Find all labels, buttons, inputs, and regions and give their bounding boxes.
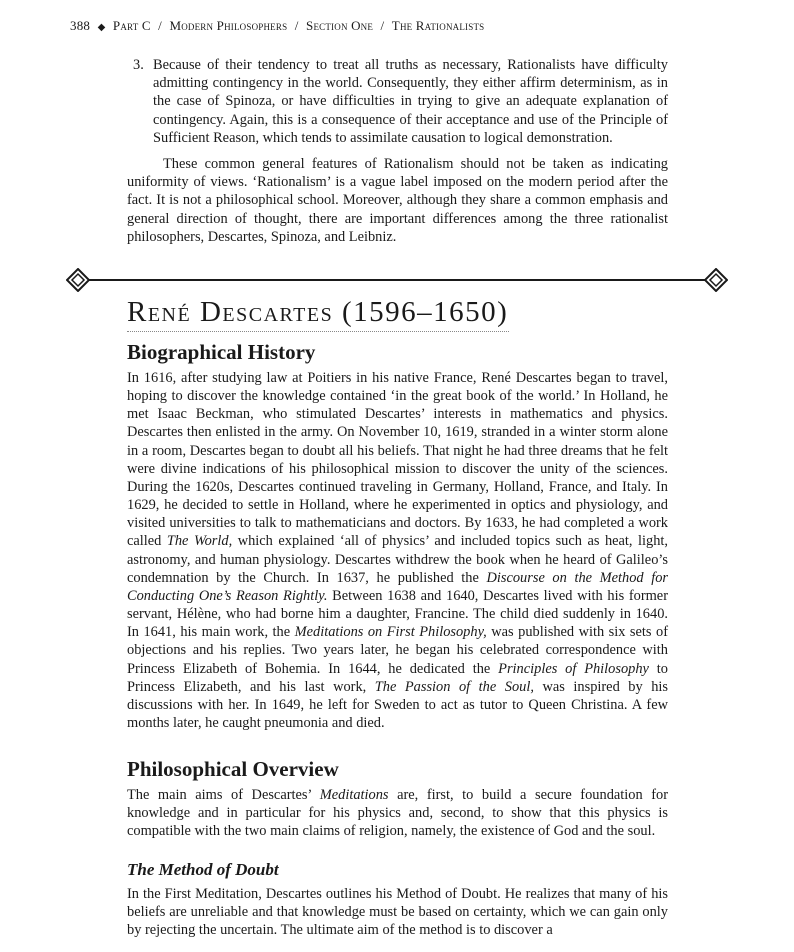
header-separator: / [158,18,162,33]
overview-paragraph [127,786,668,840]
text-run: are, first, to build a secure foundation for knowledge and in particular for his physics and, second, to show that this physics is compatible with the two main claims of religion, namely, the existence of God and the soul. [127,787,668,840]
header-part-title: Modern Philosophers [169,18,288,33]
header-separator: / [380,18,385,33]
header-section-title: The Rationalists [391,18,485,33]
intro-paragraph: These common general features of Rationalism should not be taken as indicating uniformity of views. ‘Rationalism’ is a vague label imposed on the modern period after the fact. It is not a philosophical school. Moreover, although they share a common emphasis and general direction of thought, there are important differences among the three rationalist philosophers, Descartes, Spinoza, and Leibniz. [127,156,668,245]
list-item-text: Because of their tendency to treat all truths as necessary, Rationalists have difficulty admitting contingency in the world. Consequently, they either affirm determinism, as in the case of Spinoza, or have difficulties in trying to give an adequate explanation of contingency. Again, this is a consequence of their acceptance and use of the Principle of Sufficient Reason, which tends to assimilate causation to logical demonstration. [153,57,668,146]
method-heading: The Method of Doubt [127,859,279,879]
text-run: In 1616, after studying law at Poitiers in his native France, René Descartes began to travel, hoping to discover the knowledge contained ‘in the great book of the world.’ In Holland, he met Isaac Beckman, who stimulated Descartes’ interests in mathematics and physics. Descartes then enlisted in the army. On November 10, 1619, stranded in a winter storm alone in a room, Descartes began to doubt all his beliefs. That night he had three dreams that he felt were divine indications of his philosophical mission to discover the unity of the sciences. During the 1620s, Descartes continued traveling in Germany, Holland, France, and Italy. In 1629, he decided to settle in Holland, where he experimented in optics and physiology, and visited universities to talk to mathematicians and doctors. By 1633, he had completed a work called [127,370,668,550]
running-header [70,18,484,34]
biography-paragraph [127,369,668,732]
section-title: René Descartes (1596–1650) [127,296,509,328]
intro-block [127,56,668,246]
title-underline [127,331,509,332]
text-run: to Princess Elizabeth, and his last work, [127,660,668,695]
divider-line [88,279,706,281]
main-content [127,339,668,939]
list-item [127,56,668,147]
work-title: The World, [166,533,233,550]
header-section: Section One [306,18,374,33]
method-paragraph: In the First Meditation, Descartes outlines his Method of Doubt. He realizes that many of his beliefs are unreliable and that knowledge must be based on certainty, which we can gain only by rejecting the uncertain. The ultimate aim of the method is to discover a [127,885,668,938]
diamond-ornament-icon [704,268,728,292]
overview-heading: Philosophical Overview [127,757,339,782]
work-title: Principles of Philosophy [498,660,649,677]
text-run: The main aims of Descartes’ [127,787,320,804]
text-run: was inspired by his discussions with her. In 1649, he left for Sweden to act as tutor to Queen Christina. A few months later, he caught pneumonia and died. [127,678,668,731]
header-part: Part C [112,18,151,33]
section-divider [66,266,728,294]
diamond-ornament-icon [66,268,90,292]
bullet-icon: ◆ [97,22,106,33]
work-title: Meditations on First Philosophy, [294,624,487,641]
biography-heading: Biographical History [127,340,316,364]
list-item-number: 3. [133,57,144,73]
text-run: Between 1638 and 1640, Descartes lived with his former servant, Hélène, who had borne him a daughter, Francine. The child died suddenly in 1640. In 1641, his main work, the [127,587,668,641]
page-number: 388 [70,18,91,33]
text-run: was published with six sets of objections and his replies. Two years later, he began his celebrated correspondence with Princess Elizabeth of Bohemia. In 1644, he dedicated the [127,624,668,677]
work-title: Meditations [319,787,389,804]
text-run: which explained ‘all of physics’ and included topics such as heat, light, astronomy, and human physiology. Descartes withdrew the book when he heard of Galileo’s condemnation by the Church. In 1637, he published the [127,533,668,586]
header-separator: / [294,18,299,33]
work-title: The Passion of the Soul, [374,678,534,695]
work-title: Discourse on the Method for Conducting One’s Reason Rightly. [127,569,668,604]
